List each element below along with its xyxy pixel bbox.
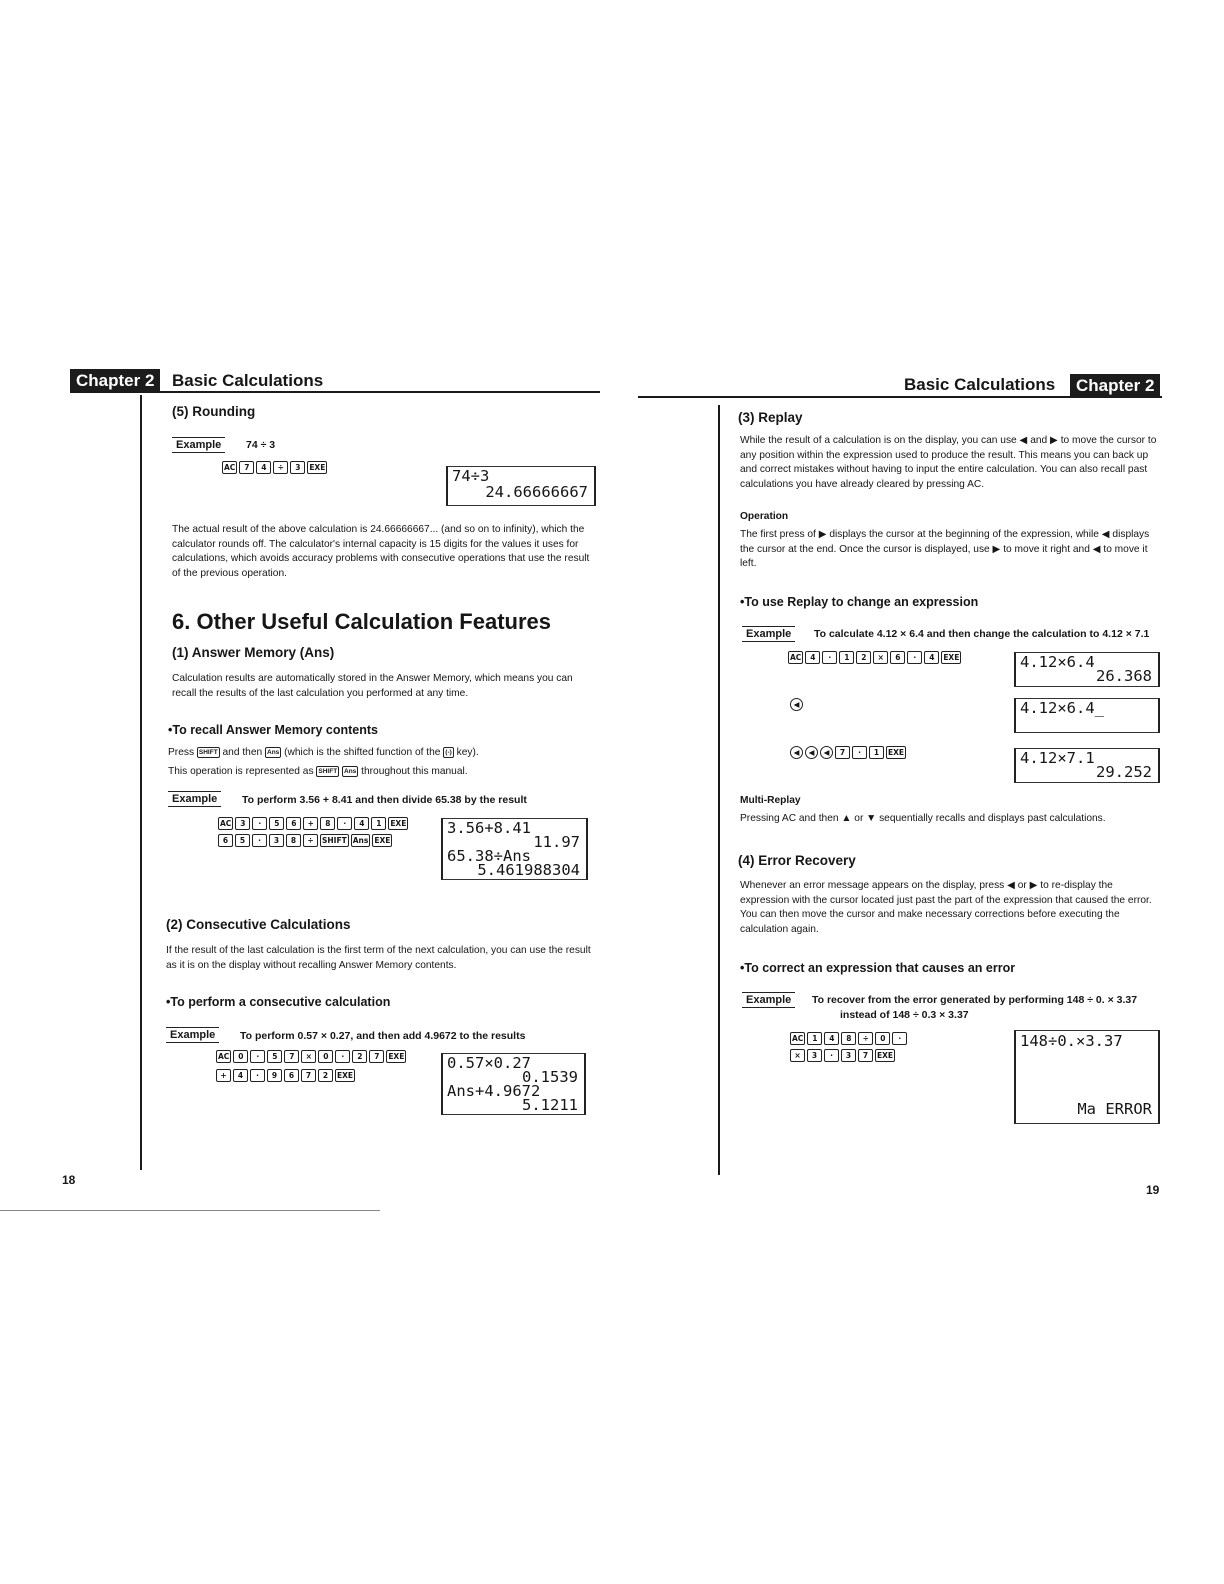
key: ·: [852, 746, 867, 759]
key: AC: [220, 819, 232, 828]
key: 5: [235, 834, 250, 847]
key: ×: [873, 651, 888, 664]
key: 7: [239, 461, 254, 474]
representation-line: [168, 765, 598, 780]
display-result: 0.1539: [522, 1068, 578, 1086]
answer-memory-paragraph: Calculation results are automatically stored in the Answer Memory, which means you can recall the results of the last calculation you performed at any time.: [172, 673, 573, 699]
display-expression: 74÷3: [452, 467, 490, 485]
left-bottom-rule: [0, 1210, 380, 1211]
key: EXE: [390, 819, 407, 828]
multi-replay-text: Pressing AC and then ▲ or ▼ sequentially recalls and displays past calculations.: [740, 813, 1106, 824]
key: 0: [233, 1050, 248, 1063]
key: +: [303, 817, 318, 830]
key: ·: [892, 1032, 907, 1045]
key: 2: [856, 651, 871, 664]
calculator-display: [441, 818, 588, 880]
example-label: Example: [172, 437, 225, 453]
key: 4: [354, 817, 369, 830]
example-label: Example: [168, 791, 221, 807]
key: 2: [352, 1050, 367, 1063]
example-text-2: instead of 148 ÷ 0.3 × 3.37: [840, 1009, 969, 1021]
key: ×: [790, 1049, 805, 1062]
display-result: 24.66666667: [485, 483, 588, 501]
rep-text: throughout this manual.: [361, 766, 468, 777]
header-title: Basic Calculations: [904, 375, 1056, 394]
key: 7: [369, 1050, 384, 1063]
key-sequence: [788, 651, 961, 664]
key: 4: [805, 651, 820, 664]
display-expression: 148÷0.×3.37: [1020, 1032, 1123, 1050]
key: +: [216, 1069, 231, 1082]
calculator-display: [441, 1053, 586, 1115]
key: 1: [371, 817, 386, 830]
chapter-tab: Chapter 2: [70, 369, 160, 393]
left-arrow-key: ◀: [790, 746, 803, 759]
section-title: 6. Other Useful Calculation Features: [172, 609, 551, 634]
key: EXE: [943, 653, 960, 662]
key: EXE: [337, 1071, 354, 1080]
key: ÷: [303, 834, 318, 847]
key: ·: [822, 651, 837, 664]
ans-key: Ans: [267, 748, 280, 756]
key: ÷: [858, 1032, 873, 1045]
key-sequence: [222, 461, 327, 474]
right-page: [612, 0, 1224, 1584]
shift-key: SHIFT: [198, 748, 218, 756]
page-number: 18: [62, 1173, 76, 1187]
key-sequence: [218, 817, 408, 830]
example-text: 74 ÷ 3: [246, 439, 276, 451]
key: 0: [875, 1032, 890, 1045]
key: 6: [218, 834, 233, 847]
display-result: 26.368: [1096, 667, 1152, 685]
key: 3: [235, 817, 250, 830]
display-expression: 0.57×0.27: [447, 1054, 531, 1072]
chapter-tab: Chapter 2: [1070, 374, 1160, 398]
answer-memory-heading: (1) Answer Memory (Ans): [172, 645, 335, 660]
multi-replay-label: Multi-Replay: [740, 795, 801, 806]
key: ·: [337, 817, 352, 830]
key: 1: [839, 651, 854, 664]
key: EXE: [388, 1052, 405, 1061]
key: 8: [320, 817, 335, 830]
display-result: 5.1211: [522, 1096, 578, 1114]
key: 6: [284, 1069, 299, 1082]
example-text: To perform 0.57 × 0.27, and then add 4.9672 to the results: [240, 1030, 526, 1042]
key: 7: [835, 746, 850, 759]
left-margin-rule: [140, 395, 142, 1170]
example-text: To recover from the error generated by performing 148 ÷ 0. × 3.37: [812, 994, 1138, 1006]
page-number: 19: [1146, 1183, 1160, 1197]
display-expression: 65.38÷Ans: [447, 847, 531, 865]
consecutive-heading: (2) Consecutive Calculations: [166, 917, 351, 932]
error-recovery-heading: (4) Error Recovery: [738, 853, 856, 868]
operation-label: Operation: [740, 511, 789, 522]
calculator-display: [1014, 652, 1160, 687]
key-sequence: [216, 1050, 406, 1063]
key: AC: [792, 1034, 804, 1043]
key: 3: [290, 461, 305, 474]
bullet-heading: •To use Replay to change an expression: [740, 595, 979, 609]
calculator-display: [1014, 1030, 1160, 1124]
key: ·: [335, 1050, 350, 1063]
example-label: Example: [742, 626, 795, 642]
bullet-heading: •To recall Answer Memory contents: [168, 723, 378, 737]
key: 5: [269, 817, 284, 830]
key: ·: [824, 1049, 839, 1062]
key: 7: [858, 1049, 873, 1062]
key: SHIFT: [322, 836, 347, 845]
error-recovery-paragraph: Whenever an error message appears on the display, press ◀ or ▶ to re-display the expression with the cursor located just past the part of the expression that caused the error. You can then move the cursor and make necessary corrections before executing the calculation again.: [740, 880, 1152, 935]
ans-key: Ans: [344, 767, 357, 775]
example-text: To calculate 4.12 × 6.4 and then change the calculation to 4.12 × 7.1: [814, 628, 1150, 640]
display-expression: 4.12×6.4: [1020, 653, 1095, 671]
key: ·: [250, 1069, 265, 1082]
example-label: Example: [742, 992, 795, 1008]
key: 8: [841, 1032, 856, 1045]
header-rule: [70, 391, 600, 393]
calculator-display: [446, 466, 596, 506]
key: AC: [224, 463, 236, 472]
key: 0: [318, 1050, 333, 1063]
display-result: 29.252: [1096, 763, 1152, 781]
consecutive-paragraph: If the result of the last calculation is the first term of the next calculation, you can use the result as it is on the display without recalling Answer Memory contents.: [166, 945, 591, 971]
header-title: Basic Calculations: [172, 371, 324, 390]
key: 6: [890, 651, 905, 664]
example-label: Example: [166, 1027, 219, 1043]
press-line: [168, 746, 598, 761]
error-message: Ma ERROR: [1077, 1100, 1152, 1118]
key: 3: [841, 1049, 856, 1062]
replay-heading: (3) Replay: [738, 410, 803, 425]
key: 7: [301, 1069, 316, 1082]
key-sequence: [218, 834, 392, 847]
key: 5: [267, 1050, 282, 1063]
key: EXE: [309, 463, 326, 472]
key-sequence: [216, 1069, 355, 1082]
key: 9: [267, 1069, 282, 1082]
key: ·: [252, 834, 267, 847]
key-sequence: [790, 746, 906, 759]
display-result: 11.97: [533, 833, 580, 851]
display-expression: 4.12×6.4_: [1020, 699, 1104, 717]
key: 1: [869, 746, 884, 759]
key: AC: [790, 653, 802, 662]
shift-key: SHIFT: [318, 767, 338, 775]
display-result: 5.461988304: [477, 861, 580, 879]
key: ·: [250, 1050, 265, 1063]
key: 4: [233, 1069, 248, 1082]
replay-paragraph: While the result of a calculation is on the display, you can use ◀ and ▶ to move the cursor to any position within the expression used to produce the result. This means you can back up and correct mistakes without having to input the entire calculation. You can also recall past calculations you have already cleared by pressing AC.: [740, 435, 1157, 490]
key-sequence: [790, 1032, 907, 1045]
key: 6: [286, 817, 301, 830]
key: ·: [252, 817, 267, 830]
left-arrow-key: ◀: [805, 746, 818, 759]
press-text: Press: [168, 747, 195, 758]
example-text: To perform 3.56 + 8.41 and then divide 65.38 by the result: [242, 794, 527, 806]
key-sequence: [790, 1049, 895, 1062]
key: 3: [807, 1049, 822, 1062]
bullet-heading: •To perform a consecutive calculation: [166, 995, 391, 1009]
minus-key: (-): [445, 748, 452, 756]
key: 3: [269, 834, 284, 847]
key: EXE: [877, 1051, 894, 1060]
display-expression: Ans+4.9672: [447, 1082, 541, 1100]
rounding-paragraph: The actual result of the above calculation is 24.66666667... (and so on to infinity), which the calculator rounds off. The calculator's internal capacity is 15 digits for the values it uses for calculations, which avoids accuracy problems with consecutive operations that use the result of the previous operation.: [172, 524, 590, 579]
left-arrow-key: ◀: [820, 746, 833, 759]
key: EXE: [888, 748, 905, 757]
press-text: (which is the shifted function of the: [284, 747, 441, 758]
rep-text: This operation is represented as: [168, 766, 314, 777]
operation-text: The first press of ▶ displays the cursor at the beginning of the expression, while ◀ displays the cursor at the end. Once the cursor is displayed, use ▶ to move it right and ◀ to move it left.: [740, 529, 1150, 570]
rounding-heading: (5) Rounding: [172, 404, 256, 419]
key: AC: [218, 1052, 230, 1061]
calculator-display: [1014, 698, 1160, 733]
key: 7: [284, 1050, 299, 1063]
bullet-heading: •To correct an expression that causes an error: [740, 961, 1016, 975]
key: ·: [907, 651, 922, 664]
left-arrow-key: ◀: [790, 698, 803, 711]
display-expression: 4.12×7.1: [1020, 749, 1095, 767]
key: 2: [318, 1069, 333, 1082]
press-text: key).: [456, 747, 479, 758]
calculator-display: [1014, 748, 1160, 783]
key: 4: [256, 461, 271, 474]
key: 4: [824, 1032, 839, 1045]
display-expression: 3.56+8.41: [447, 819, 531, 837]
key: Ans: [352, 836, 369, 845]
key: ×: [301, 1050, 316, 1063]
press-text: and then: [222, 747, 263, 758]
key-sequence: [790, 698, 803, 711]
key: ÷: [273, 461, 288, 474]
key: 8: [286, 834, 301, 847]
key: 1: [807, 1032, 822, 1045]
key: EXE: [374, 836, 391, 845]
key: 4: [924, 651, 939, 664]
right-margin-rule: [718, 405, 720, 1175]
